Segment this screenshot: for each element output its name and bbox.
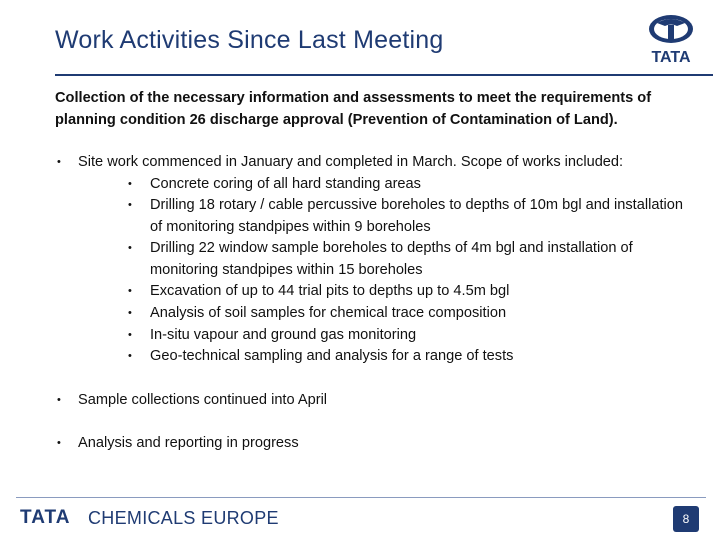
sub-bullet-item — [128, 281, 695, 303]
logo-wordmark: TATA — [651, 49, 691, 66]
bullet-icon: • — [128, 177, 132, 190]
bullet-item — [55, 433, 695, 455]
footer-divider — [16, 497, 706, 498]
sub-bullet-list — [55, 174, 695, 368]
bullet-icon: • — [128, 328, 132, 341]
tata-logo — [637, 12, 705, 66]
page-number: 8 — [673, 506, 699, 532]
bullet-icon: • — [128, 285, 132, 298]
bullet-text: Site work commenced in January and completed in March. Scope of works included: — [78, 154, 624, 170]
sub-bullet-item — [128, 325, 695, 347]
intro-paragraph: Collection of the necessary information and assessments to meet the requirements of planning condition 26 discharge approval (Prevention of Contamination of Land). — [55, 90, 652, 128]
slide-title: Work Activities Since Last Meeting — [55, 26, 444, 54]
sub-bullet-text: Excavation of up to 44 trial pits to depths up to 4.5m bgl — [150, 283, 510, 300]
bullet-icon: • — [57, 156, 61, 168]
bullet-list — [55, 152, 695, 455]
footer-brand-text: CHEMICALS EUROPE — [88, 508, 279, 528]
sub-bullet-item — [128, 303, 695, 325]
footer-brand-mark: TATA — [20, 507, 71, 528]
bullet-icon: • — [128, 307, 132, 320]
bullet-icon: • — [128, 242, 132, 255]
sub-bullet-item — [128, 346, 695, 368]
bullet-item — [55, 152, 695, 174]
bullet-icon: • — [57, 437, 61, 450]
sub-bullet-item — [128, 195, 695, 238]
sub-bullet-text: Analysis of soil samples for chemical trace composition — [150, 305, 507, 322]
sub-bullet-text: In-situ vapour and ground gas monitoring — [150, 326, 417, 343]
bullet-item — [55, 390, 695, 412]
bullet-text: Sample collections continued into April — [78, 391, 328, 408]
sub-bullet-text: Drilling 18 rotary / cable percussive boreholes to depths of 10m bgl and installation of monitoring standpipes within 9 boreholes — [150, 197, 683, 235]
bullet-icon: • — [128, 350, 132, 363]
title-divider — [55, 74, 713, 76]
sub-bullet-item — [128, 174, 695, 196]
bullet-icon: • — [128, 199, 132, 212]
bullet-icon: • — [57, 393, 61, 406]
sub-bullet-text: Drilling 22 window sample boreholes to depths of 4m bgl and installation of monitoring standpipes within 15 boreholes — [150, 240, 633, 278]
sub-bullet-text: Concrete coring of all hard standing areas — [150, 175, 421, 192]
bullet-text: Analysis and reporting in progress — [78, 435, 299, 452]
sub-bullet-item — [128, 238, 695, 281]
sub-bullet-text: Geo-technical sampling and analysis for a range of tests — [150, 348, 514, 365]
tata-emblem-icon — [649, 15, 693, 43]
